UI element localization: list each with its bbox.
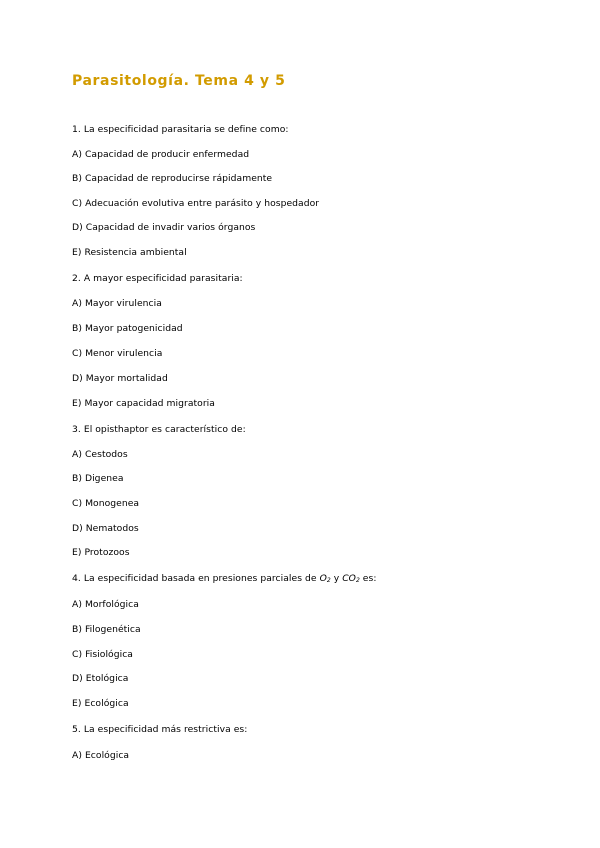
- question-4: 4. La especificidad basada en presiones parciales de $O_2$ y $CO_2$ es:: [72, 573, 377, 584]
- o2-formula: $O_2$: [319, 573, 331, 584]
- q4-option-a: A) Morfológica: [72, 599, 139, 610]
- q4-option-c: C) Fisiológica: [72, 649, 133, 660]
- q3-option-b: B) Digenea: [72, 473, 124, 484]
- q1-option-c: C) Adecuación evolutiva entre parásito y hospedador: [72, 198, 320, 209]
- q3-option-d: D) Nematodos: [72, 523, 139, 534]
- question-2: 2. A mayor especificidad parasitaria:: [72, 273, 243, 284]
- q2-option-b: B) Mayor patogenicidad: [72, 323, 183, 334]
- q5-option-a: A) Ecológica: [72, 750, 130, 761]
- q1-option-a: A) Capacidad de producir enfermedad: [72, 149, 250, 160]
- question-1: 1. La especificidad parasitaria se define como:: [72, 124, 289, 135]
- q2-option-e: E) Mayor capacidad migratoria: [72, 398, 215, 409]
- q1-option-e: E) Resistencia ambiental: [72, 247, 187, 258]
- q4-option-e: E) Ecológica: [72, 698, 129, 709]
- question-3: 3. El opisthaptor es característico de:: [72, 424, 246, 435]
- q4-option-b: B) Filogenética: [72, 624, 141, 635]
- co2-formula: $CO_2$: [342, 573, 360, 584]
- page-title: Parasitología. Tema 4 y 5: [72, 73, 286, 89]
- q2-option-c: C) Menor virulencia: [72, 348, 163, 359]
- q3-option-a: A) Cestodos: [72, 449, 128, 460]
- q2-option-d: D) Mayor mortalidad: [72, 373, 168, 384]
- q2-option-a: A) Mayor virulencia: [72, 298, 162, 309]
- question-4-text: 4. La especificidad basada en presiones parciales de: [72, 573, 320, 584]
- q1-option-d: D) Capacidad de invadir varios órganos: [72, 222, 256, 233]
- q1-option-b: B) Capacidad de reproducirse rápidamente: [72, 173, 273, 184]
- q3-option-e: E) Protozoos: [72, 547, 130, 558]
- q3-option-c: C) Monogenea: [72, 498, 140, 509]
- q4-option-d: D) Etológica: [72, 673, 129, 684]
- question-5: 5. La especificidad más restrictiva es:: [72, 724, 248, 735]
